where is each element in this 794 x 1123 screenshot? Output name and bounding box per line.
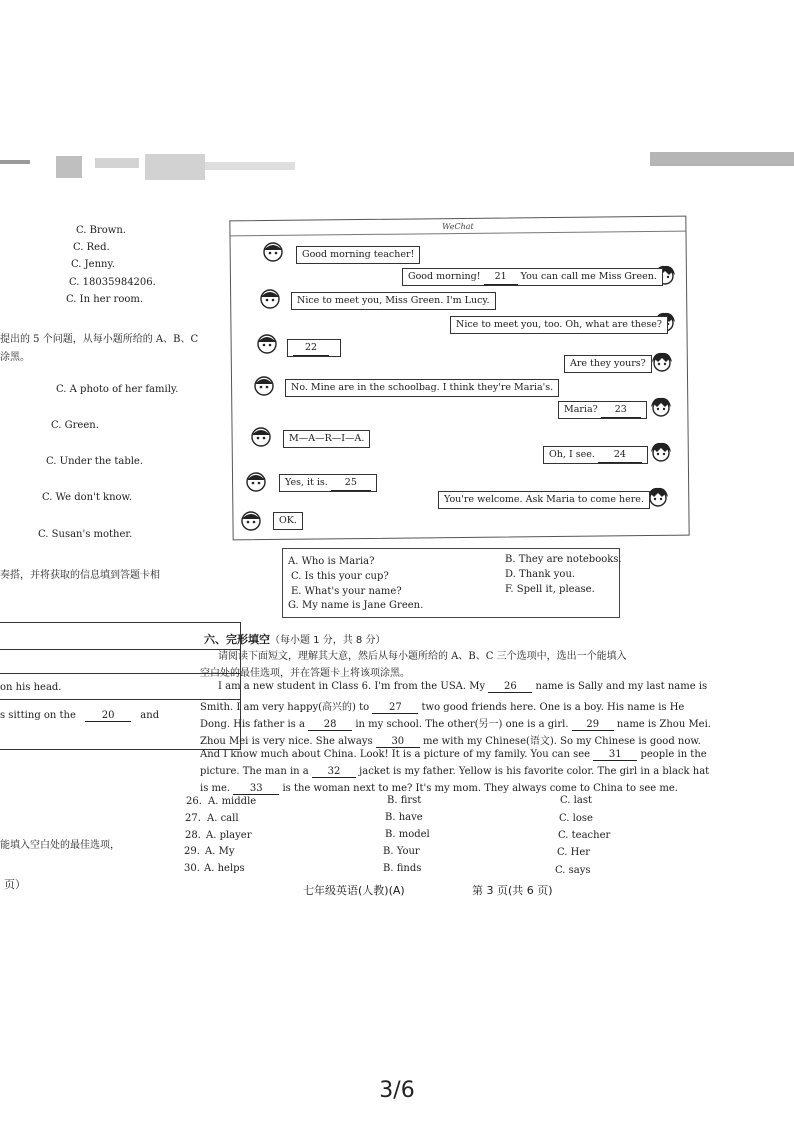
option-line: C. We don't know. — [42, 492, 133, 503]
choice-b: B. have — [385, 812, 423, 823]
blank-22: 22 — [293, 341, 329, 356]
option-F: F. Spell it, please. — [505, 584, 595, 595]
chat-bubble-right: Maria? 23 — [558, 401, 647, 419]
blank-21: 21 — [484, 270, 518, 285]
blank-24: 24 — [598, 448, 642, 463]
cloze-line: Zhou Mei is very nice. She always 30 me with my Chinese(语文). So my Chinese is good now. — [200, 736, 701, 747]
chat-bubble-right: Are they yours? — [564, 355, 652, 373]
option-line: C. A photo of her family. — [56, 384, 179, 395]
cloze-line: is me. 33 is the woman next to me? It's my mom. They always come to China to see me. — [200, 783, 678, 794]
chat-bubble-right: Oh, I see. 24 — [543, 446, 648, 464]
cloze-instruction: 请阅读下面短文，理解其大意，然后从每小题所给的 A、B、C 三个选项中，选出一个能填入 — [218, 651, 627, 662]
choice-number: 28. — [185, 830, 201, 841]
option-line: C. In her room. — [66, 294, 144, 305]
choice-number: 26. — [186, 796, 202, 807]
scan-edge-artifact — [0, 148, 794, 188]
cloze-line: I am a new student in Class 6. I'm from the USA. My 26 name is Sally and my last name is — [218, 681, 708, 692]
choice-c: C. last — [560, 795, 592, 806]
page-fragment: 页） — [4, 878, 26, 891]
teacher-avatar-icon — [650, 350, 674, 374]
choice-c: C. says — [555, 865, 591, 876]
student-avatar-icon — [261, 240, 285, 264]
choice-a: A. My — [205, 846, 235, 857]
choice-a: A. call — [207, 813, 239, 824]
choice-b: B. finds — [383, 863, 422, 874]
blank-31: 31 — [593, 749, 637, 761]
student-avatar-icon — [249, 425, 273, 449]
instruction-line: 提出的 5 个问题，从每小题所给的 A、B、C — [0, 334, 199, 345]
chat-bubble-right: You're welcome. Ask Maria to come here. — [438, 491, 650, 509]
blank-25: 25 — [331, 476, 371, 491]
chat-bubble-left: Good morning teacher! — [296, 246, 420, 264]
teacher-avatar-icon — [649, 395, 673, 419]
blank-32: 32 — [312, 766, 356, 778]
chat-bubble-left: Yes, it is. 25 — [279, 474, 377, 492]
page-indicator: 3/6 — [379, 1078, 415, 1103]
teacher-avatar-icon — [649, 440, 673, 464]
option-line: C. Jenny. — [71, 259, 115, 270]
choice-b: B. first — [387, 795, 422, 806]
table-cell: on his head. — [0, 682, 62, 693]
blank-20: 20 — [85, 710, 131, 722]
chat-title: WeChat — [442, 221, 474, 232]
choice-b: B. model — [385, 829, 430, 840]
blank-23: 23 — [601, 403, 641, 418]
blank-27: 27 — [372, 702, 418, 714]
student-avatar-icon — [244, 470, 268, 494]
option-G: G. My name is Jane Green. — [288, 600, 424, 611]
option-line: C. Green. — [51, 420, 99, 431]
student-avatar-icon — [239, 509, 263, 533]
blank-29: 29 — [572, 719, 614, 731]
cloze-instruction: 空白处的最佳选项，并在答题卡上将该项涂黑。 — [200, 668, 410, 679]
choice-number: 29. — [184, 846, 200, 857]
blank-30: 30 — [376, 736, 420, 748]
footer-page: 第 3 页(共 6 页) — [472, 884, 553, 897]
cloze-line: Dong. His father is a 28 in my school. The other(另一) one is a girl. 29 name is Zhou Mei. — [200, 719, 711, 730]
choice-b: B. Your — [383, 846, 420, 857]
choice-a: A. player — [206, 830, 252, 841]
option-line: C. Red. — [73, 242, 110, 253]
chat-bubble-left: OK. — [273, 512, 303, 530]
option-C: C. Is this your cup? — [291, 571, 389, 582]
choice-a: A. helps — [204, 863, 245, 874]
section-heading: 六、完形填空（每小题 1 分，共 8 分） — [204, 633, 386, 646]
student-avatar-icon — [255, 332, 279, 356]
option-line: C. Susan's mother. — [38, 529, 133, 540]
option-line: C. 18035984206. — [69, 277, 156, 288]
chat-bubble-left — [287, 339, 341, 357]
student-avatar-icon — [258, 287, 282, 311]
option-A: A. Who is Maria? — [288, 556, 375, 567]
option-line: C. Under the table. — [46, 456, 144, 467]
chat-bubble-left: Nice to meet you, Miss Green. I'm Lucy. — [291, 292, 496, 310]
choice-number: 30. — [184, 863, 200, 874]
student-avatar-icon — [252, 374, 276, 398]
footer-grade: 七年级英语(人教)(A) — [303, 884, 405, 897]
chat-bubble-right: Good morning! 21 You can call me Miss Green. — [402, 268, 663, 286]
table-cell: s sitting on the 20 and — [0, 710, 160, 721]
choice-number: 27. — [185, 813, 201, 824]
instruction-line: 能填入空白处的最佳选项， — [0, 840, 120, 851]
option-B: B. They are notebooks. — [505, 554, 622, 565]
instruction-line: 涂黑。 — [0, 352, 30, 363]
chat-bubble-left: M—A—R—I—A. — [283, 430, 370, 448]
option-E: E. What's your name? — [291, 586, 402, 597]
choice-a: A. middle — [208, 796, 257, 807]
blank-26: 26 — [488, 681, 532, 693]
choice-c: C. lose — [559, 813, 593, 824]
cloze-line: And I know much about China. Look! It is a picture of my family. You can see 31 people in the — [200, 749, 707, 760]
cloze-line: Smith. I am very happy(高兴的) to 27 two good friends here. One is a boy. His name is He — [200, 702, 685, 713]
blank-33: 33 — [233, 783, 279, 795]
chat-bubble-right: Nice to meet you, too. Oh, what are these? — [450, 316, 668, 334]
option-line: C. Brown. — [76, 225, 126, 236]
choice-c: C. Her — [557, 847, 591, 858]
instruction-line: 奏搭，并将获取的信息填到答题卡相 — [0, 570, 160, 581]
option-D: D. Thank you. — [505, 569, 576, 580]
blank-28: 28 — [308, 719, 352, 731]
cloze-line: picture. The man in a 32 jacket is my father. Yellow is his favorite color. The girl in a black hat — [200, 766, 710, 777]
chat-bubble-left: No. Mine are in the schoolbag. I think they're Maria's. — [285, 379, 559, 397]
choice-c: C. teacher — [558, 830, 611, 841]
